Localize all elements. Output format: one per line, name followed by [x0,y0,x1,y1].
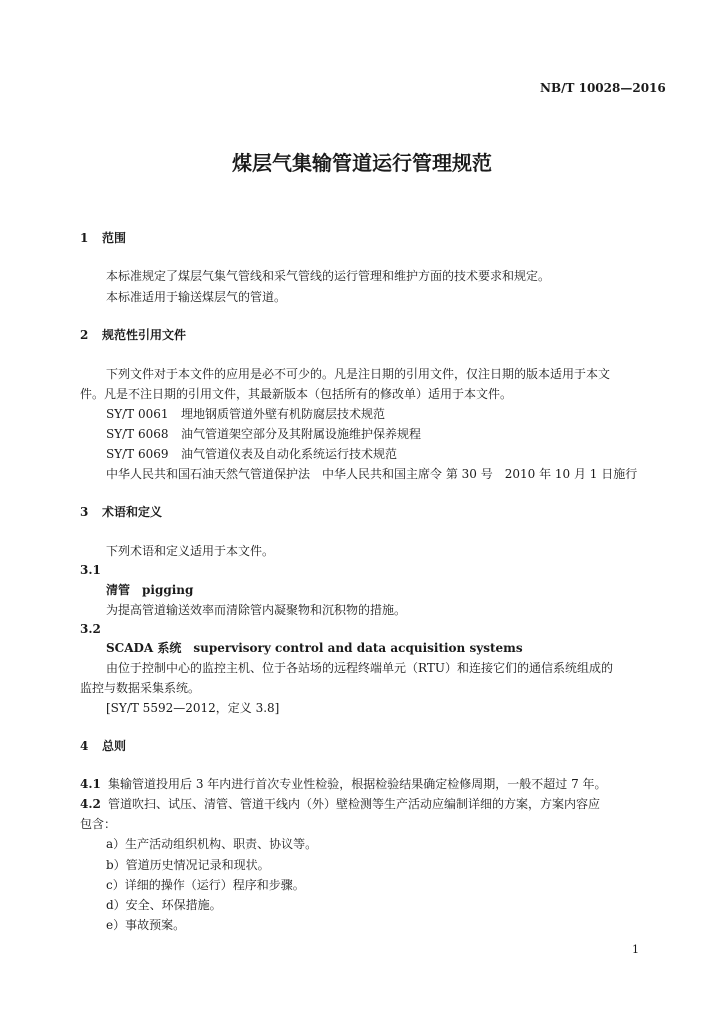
term-definition: 为提高管道输送效率而清除管内凝聚物和沉积物的措施。 [106,603,407,617]
paragraph: 本标准规定了煤层气集气管线和采气管线的运行管理和维护方面的技术要求和规定。 [106,269,551,283]
reference-title: 油气管道架空部分及其附属设施维护保养规程 [181,427,422,441]
reference-title: 埋地钢质管道外壁有机防腐层技术规范 [181,407,386,421]
page-number: 1 [632,943,639,956]
clause-text: 管道吹扫、试压、清管、管道干线内（外）壁检测等生产活动应编制详细的方案，方案内容应 [108,797,601,811]
term-source: [SY/T 5592—2012，定义 3.8] [106,701,280,715]
reference-code: SY/T 6069 [106,447,169,461]
paragraph: 本标准适用于输送煤层气的管道。 [106,290,287,304]
reference-item [106,426,421,442]
list-item: b）管道历史情况记录和现状。 [106,858,270,872]
list-item: a）生产活动组织机构、职责、协议等。 [106,837,318,851]
list-item: e）事故预案。 [106,918,186,932]
clause-number: 4.1 [80,777,101,791]
term-title: SCADA 系统 supervisory control and data acquisition systems [106,641,523,655]
reference-item [106,446,397,462]
term-title: 清管 pigging [106,583,194,597]
clause-text: 集输管道投用后 3 年内进行首次专业性检验，根据检验结果确定检修周期，一般不超过 7 年。 [108,777,607,791]
term-definition: 监控与数据采集系统。 [80,681,201,695]
section-number: 3 [80,505,89,519]
term-number: 3.2 [80,622,101,636]
reference-code: SY/T 6068 [106,427,169,441]
paragraph: 下列术语和定义适用于本文件。 [106,544,275,558]
section-heading: 术语和定义 [102,505,163,519]
reference-title: 油气管道仪表及自动化系统运行技术规范 [181,447,398,461]
section-heading: 范围 [102,231,127,245]
document-title: 煤层气集输管道运行管理规范 [232,151,492,175]
list-item: d）安全、环保措施。 [106,898,222,912]
reference-code: SY/T 0061 [106,407,169,421]
list-item: c）详细的操作（运行）程序和步骤。 [106,878,305,892]
section-heading: 规范性引用文件 [102,328,187,342]
paragraph: 件。凡是不注日期的引用文件，其最新版本（包括所有的修改单）适用于本文件。 [80,387,513,401]
clause-number: 4.2 [80,797,101,811]
paragraph: 下列文件对于本文件的应用是必不可少的。凡是注日期的引用文件，仅注日期的版本适用于本文 [106,367,611,381]
section-number: 2 [80,328,89,342]
section-number: 1 [80,231,89,245]
section-number: 4 [80,739,89,753]
term-number: 3.1 [80,563,101,577]
reference-item [106,406,385,422]
clause-text: 包含： [80,817,117,831]
reference-law: 中华人民共和国石油天然气管道保护法 中华人民共和国主席令 第 30 号 2010 年 10 月 1 日施行 [106,467,638,481]
section-heading: 总则 [102,739,127,753]
term-definition: 由位于控制中心的监控主机、位于各站场的远程终端单元（RTU）和连接它们的通信系统组成的 [106,661,613,675]
standard-number: NB/T 10028—2016 [540,81,666,95]
